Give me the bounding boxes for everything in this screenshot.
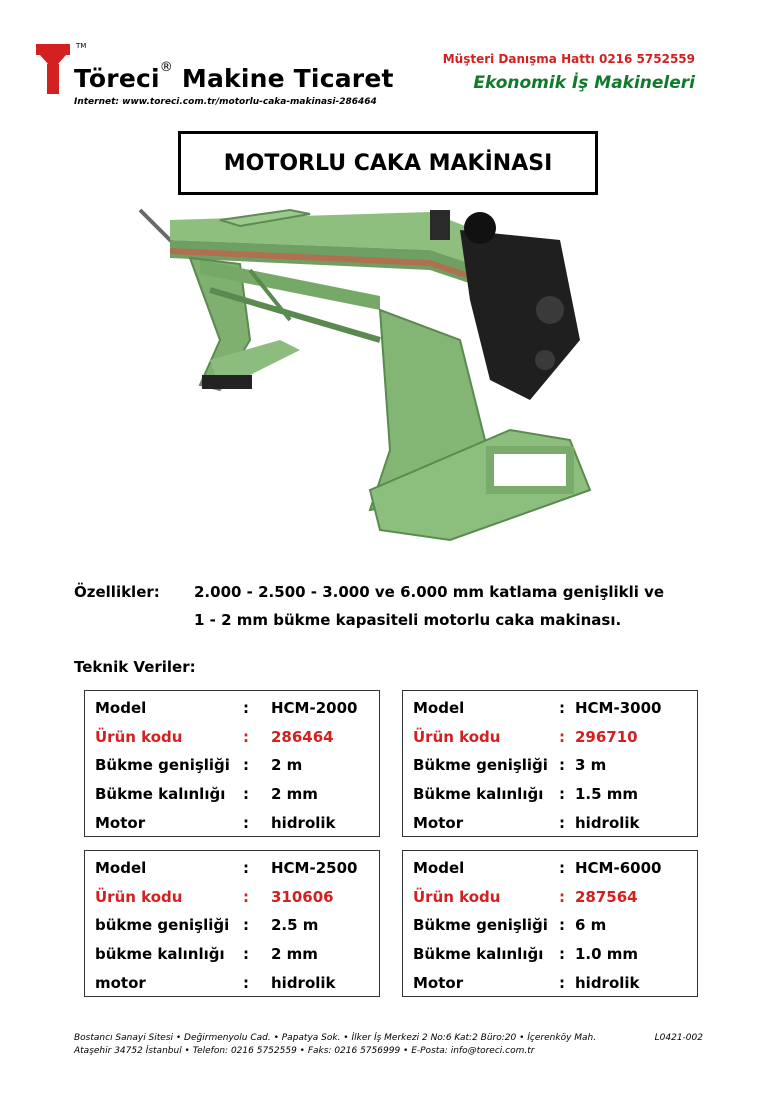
spec-colon: :: [243, 887, 249, 906]
spec-row-product-code: [409, 723, 697, 752]
spec-key: Bükme kalınlığı: [413, 945, 544, 964]
spec-colon: :: [559, 887, 565, 906]
spec-row-bending-width: [409, 911, 697, 940]
spec-colon: :: [243, 973, 249, 992]
spec-colon: :: [559, 945, 565, 964]
machine-photo: [130, 200, 610, 560]
spec-row-model: [91, 694, 379, 723]
spec-value: hidrolik: [271, 813, 336, 832]
spec-key: Model: [413, 699, 465, 717]
spec-box-hcm-6000: [402, 850, 698, 997]
spec-key: Ürün kodu: [95, 727, 183, 746]
spec-value: 2.5 m: [271, 916, 319, 935]
spec-value: hidrolik: [575, 973, 640, 992]
spec-colon: :: [243, 756, 249, 775]
document-reference: L0421-002: [654, 1033, 703, 1043]
spec-key: Model: [413, 859, 465, 877]
brand-suffix: Makine Ticaret: [181, 64, 394, 93]
spec-value: 3 m: [575, 756, 607, 775]
spec-colon: :: [559, 973, 565, 992]
spec-value: HCM-2000: [271, 699, 358, 717]
spec-colon: :: [559, 859, 565, 877]
spec-row-motor: [91, 969, 379, 998]
spec-value: hidrolik: [575, 813, 640, 832]
company-name: [74, 60, 394, 93]
spec-row-motor: [409, 809, 697, 838]
spec-value: 6 m: [575, 916, 607, 935]
spec-key: Bükme genişliği: [95, 756, 230, 775]
footer-address-line-1: Bostancı Sanayi Sitesi • Değirmenyolu Cad. • Papatya Sok. • İlker İş Merkezi 2 No:6 Kat:2 Büro:20 • İçerenköy Mah.: [74, 1033, 597, 1043]
spec-colon: :: [243, 813, 249, 832]
spec-row-bending-thickness: [409, 940, 697, 969]
spec-colon: :: [559, 756, 565, 775]
spec-key: Bükme genişliği: [413, 756, 548, 775]
spec-key: Model: [95, 699, 147, 717]
spec-colon: :: [559, 785, 565, 804]
spec-value: 2 m: [271, 756, 303, 775]
spec-row-bending-thickness: [91, 940, 379, 969]
spec-colon: :: [559, 727, 565, 746]
spec-key: Ürün kodu: [95, 887, 183, 906]
spec-colon: :: [559, 813, 565, 832]
brand-name: Töreci: [74, 64, 160, 93]
features-line-1: 2.000 - 2.500 - 3.000 ve 6.000 mm katlama genişlikli ve: [194, 583, 665, 601]
spec-row-motor: [409, 969, 697, 998]
spec-value: HCM-6000: [575, 859, 662, 877]
spec-colon: :: [243, 699, 249, 717]
spec-value: 2 mm: [271, 785, 318, 804]
spec-row-product-code: [91, 723, 379, 752]
spec-colon: :: [243, 859, 249, 877]
spec-row-model: [409, 854, 697, 883]
spec-key: Motor: [95, 813, 146, 832]
spec-box-hcm-2500: [84, 850, 380, 997]
spec-value: 2 mm: [271, 945, 318, 964]
footer-address-line-2: Ataşehir 34752 İstanbul • Telefon: 0216 5752559 • Faks: 0216 5756999 • E-Posta: info@toreci.com.tr: [74, 1046, 535, 1056]
spec-box-hcm-2000: [84, 690, 380, 837]
spec-colon: :: [559, 699, 565, 717]
spec-colon: :: [243, 945, 249, 964]
spec-colon: :: [243, 916, 249, 935]
spec-row-bending-width: [91, 911, 379, 940]
spec-row-motor: [91, 809, 379, 838]
spec-row-bending-width: [91, 751, 379, 780]
spec-key: Ürün kodu: [413, 727, 501, 746]
product-title: MOTORLU CAKA MAKİNASI: [223, 150, 553, 176]
spec-key: Ürün kodu: [413, 887, 501, 906]
toreci-logo-icon: [36, 44, 70, 94]
product-title-box: [178, 131, 598, 195]
spec-key: Bükme genişliği: [413, 916, 548, 935]
spec-key: Motor: [413, 813, 464, 832]
spec-key: Bükme kalınlığı: [95, 785, 226, 804]
spec-key: Model: [95, 859, 147, 877]
spec-value: 287564: [575, 887, 638, 906]
spec-value: 296710: [575, 727, 638, 746]
technical-data-label: Teknik Veriler:: [74, 658, 196, 676]
spec-key: bükme genişliği: [95, 916, 230, 935]
spec-box-hcm-3000: [402, 690, 698, 837]
spec-key: motor: [95, 973, 146, 992]
spec-key: bükme kalınlığı: [95, 945, 225, 964]
spec-colon: :: [243, 727, 249, 746]
customer-hotline: Müşteri Danışma Hattı 0216 5752559: [442, 52, 695, 66]
spec-colon: :: [243, 785, 249, 804]
spec-row-product-code: [409, 883, 697, 912]
features-label: Özellikler:: [74, 583, 160, 601]
spec-value: HCM-2500: [271, 859, 358, 877]
spec-row-bending-width: [409, 751, 697, 780]
registered-mark: ®: [159, 60, 173, 75]
spec-key: Bükme kalınlığı: [413, 785, 544, 804]
features-line-2: 1 - 2 mm bükme kapasiteli motorlu caka makinası.: [194, 611, 622, 629]
spec-row-model: [409, 694, 697, 723]
spec-value: hidrolik: [271, 973, 336, 992]
spec-value: 286464: [271, 727, 334, 746]
spec-value: HCM-3000: [575, 699, 662, 717]
spec-row-bending-thickness: [91, 780, 379, 809]
spec-colon: :: [559, 916, 565, 935]
spec-row-product-code: [91, 883, 379, 912]
spec-value: 310606: [271, 887, 334, 906]
spec-row-bending-thickness: [409, 780, 697, 809]
spec-row-model: [91, 854, 379, 883]
spec-value: 1.5 mm: [575, 785, 639, 804]
trademark-mark: TM: [76, 42, 87, 50]
company-slogan: Ekonomik İş Makineleri: [473, 73, 695, 93]
website-url[interactable]: Internet: www.toreci.com.tr/motorlu-caka-makinasi-286464: [74, 97, 377, 107]
spec-value: 1.0 mm: [575, 945, 639, 964]
spec-key: Motor: [413, 973, 464, 992]
